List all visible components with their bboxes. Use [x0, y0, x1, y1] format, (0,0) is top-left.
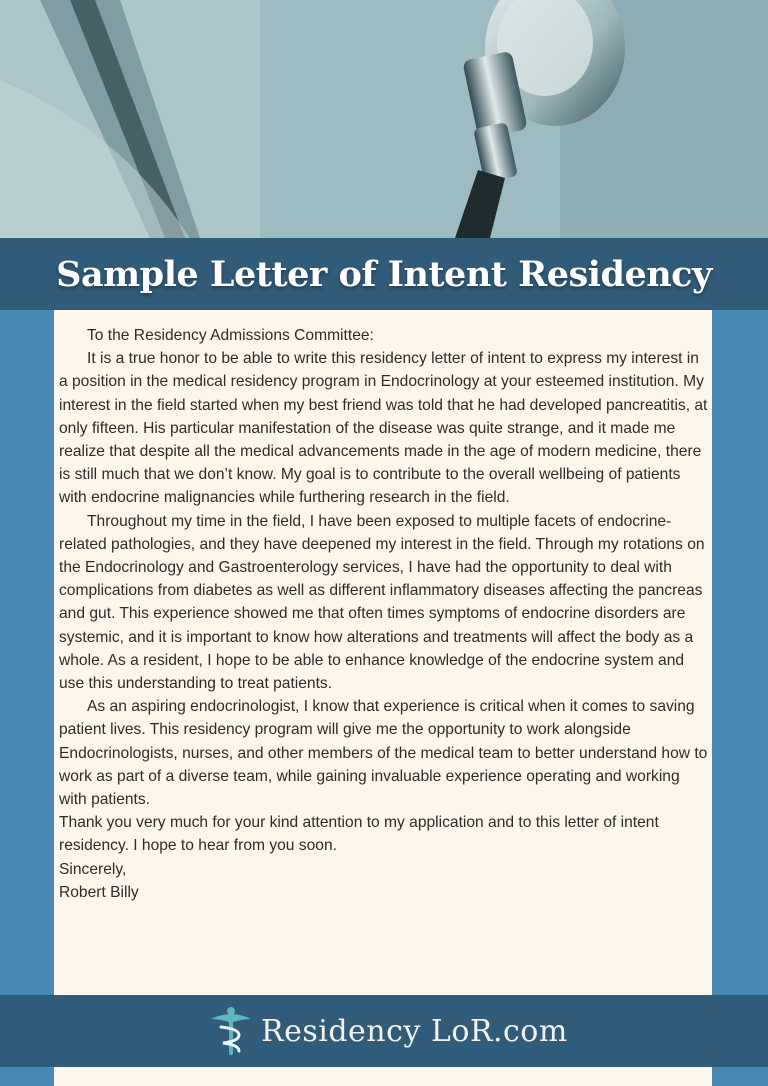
letter-paragraph-2: Throughout my time in the field, I have been exposed to multiple facets of endocrine-related pathologies, and they have deepened my interest in the field. Through my rotations on the Endocrinology and Gastroenterology services, I have had the opportunity to deal with complications from diabetes as well as different inflammatory diseases affecting the pancreas and gut. This experience showed me that often times symptoms of endocrine disorders are systemic, and it is important to know how alterations and treatments will affect the body as a whole. As a resident, I hope to be able to enhance knowledge of the endocrine system and use this understanding to treat patients. — [59, 512, 705, 693]
letter-paragraph-1: It is a true honor to be able to write this residency letter of intent to express my interest in a position in the medical residency program in Endocrinology at your esteemed institution. My interest in the field started when my best friend was told that he had developed pancreatitis, at only fifteen. His particular manifestation of the disease was quite strange, and it made me realize that despite all the medical advancements made in the age of modern medicine, there is still much that we don’t know. My goal is to contribute to the overall wellbeing of patients with endocrine malignancies while furthering research in the field. — [59, 350, 708, 507]
title-banner — [0, 238, 768, 310]
left-sidebar-stripe — [0, 310, 54, 1086]
caduceus-icon — [205, 1005, 257, 1057]
logo-text: Residency LoR.com — [261, 1013, 568, 1049]
footer-paper-strip — [54, 1067, 712, 1086]
footer-banner — [0, 995, 768, 1067]
letter-salutation: To the Residency Admissions Committee: — [87, 327, 374, 344]
right-sidebar-stripe — [712, 310, 768, 1086]
page-title: Sample Letter of Intent Residency — [56, 253, 712, 295]
letter-panel — [54, 310, 712, 1086]
letter-closing-paragraph: Thank you very much for your kind attention to my application and to this letter of intent residency. I hope to hear from you soon. — [59, 814, 659, 855]
hero-image — [0, 0, 768, 238]
letter-body — [59, 324, 711, 904]
letter-signoff: Sincerely, — [59, 860, 127, 878]
letter-signature: Robert Billy — [59, 883, 139, 901]
site-logo[interactable] — [205, 1003, 568, 1059]
stethoscope-illustration — [0, 0, 768, 238]
letter-paragraph-3: As an aspiring endocrinologist, I know that experience is critical when it comes to saving patient lives. This residency program will give me the opportunity to work alongside Endocrinologists, nurses, and other members of the medical team to better understand how to work as part of a diverse team, while gaining invaluable experience operating and working with patients. — [59, 698, 708, 809]
